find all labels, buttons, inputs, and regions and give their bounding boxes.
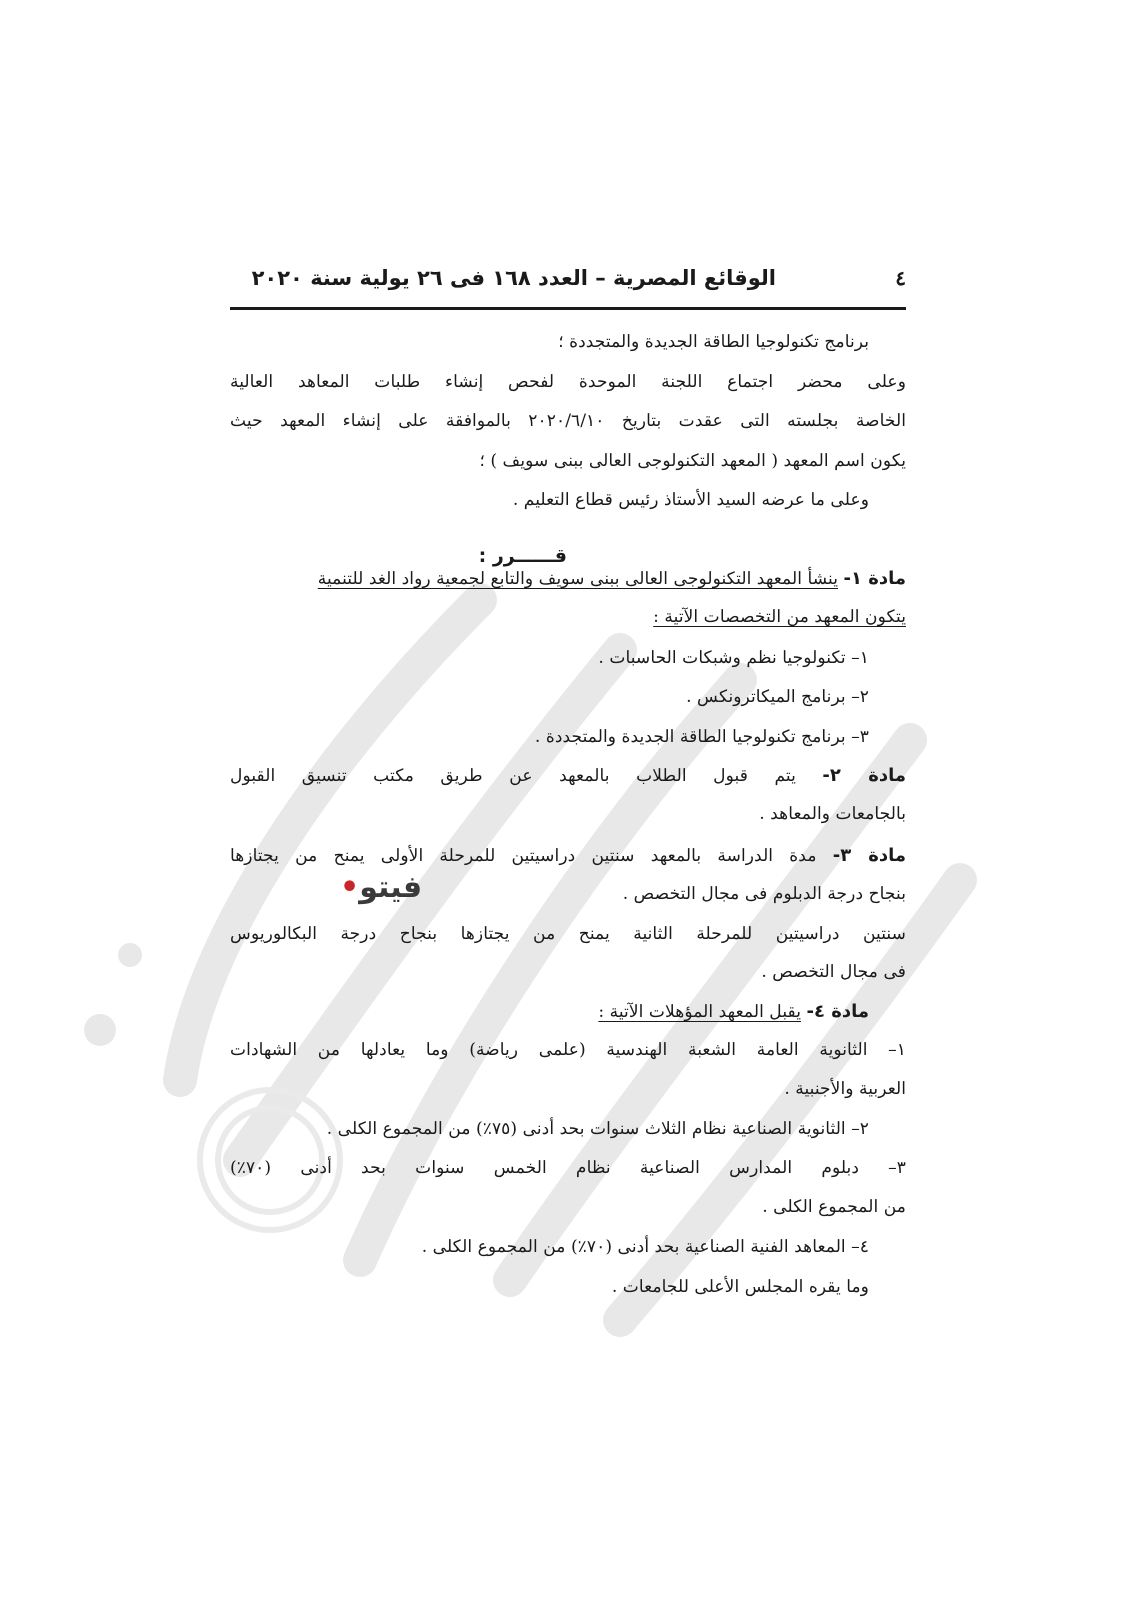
page-header: [230, 258, 906, 298]
article-text: مدة الدراسة بالمعهد سنتين دراسيتين للمرحلة الأولى يمنح من يجتازها: [230, 846, 817, 866]
text-line: برنامج تكنولوجيا الطاقة الجديدة والمتجددة ؛: [558, 332, 869, 352]
text-line: بنجاح درجة الدبلوم فى مجال التخصص .: [622, 884, 906, 904]
article-text: ينشأ المعهد التكنولوجى العالى ببنى سويف والتابع لجمعية رواد الغد للتنمية: [317, 569, 838, 589]
article-3: [230, 847, 906, 865]
list-item: ٤– المعاهد الفنية الصناعية بحد أدنى (٧٠٪) من المجموع الكلى .: [421, 1237, 869, 1257]
text-line: بالجامعات والمعاهد .: [759, 804, 906, 824]
header-rule: [230, 307, 906, 310]
article-label: مادة ٤-: [806, 1001, 869, 1022]
text-line: العربية والأجنبية .: [784, 1079, 906, 1099]
text-line: الخاصة بجلسته التى عقدت بتاريخ ٢٠٢٠/٦/١٠ بالموافقة على إنشاء المعهد حيث: [230, 411, 906, 431]
article-4: [598, 1003, 869, 1021]
text-line: وعلى ما عرضه السيد الأستاذ رئيس قطاع التعليم .: [512, 490, 869, 510]
article-2: [230, 767, 906, 785]
article-label: مادة ٢-: [822, 765, 906, 786]
article-label: مادة ٣-: [832, 845, 906, 866]
text-line: يتكون المعهد من التخصصات الآتية :: [653, 607, 906, 627]
gazette-title: الوقائع المصرية – العدد ١٦٨ فى ٢٦ يولية سنة ٢٠٢٠: [251, 266, 776, 290]
site-logo: فيتو•: [340, 870, 423, 905]
text-line: وما يقره المجلس الأعلى للجامعات .: [611, 1277, 869, 1297]
text-line: يكون اسم المعهد ( المعهد التكنولوجى العالى ببنى سويف ) ؛: [479, 451, 906, 471]
text-line: فى مجال التخصص .: [761, 962, 906, 982]
text-line: سنتين دراسيتين للمرحلة الثانية يمنح من يجتازها بنجاح درجة البكالوريوس: [230, 924, 906, 944]
list-item: ١– الثانوية العامة الشعبة الهندسية (علمى رياضة) وما يعادلها من الشهادات: [230, 1040, 906, 1060]
list-item: ٢– برنامج الميكاترونكس .: [686, 687, 869, 707]
list-item: ٣– دبلوم المدارس الصناعية نظام الخمس سنوات بحد أدنى (٧٠٪): [230, 1158, 906, 1178]
article-text: يتم قبول الطلاب بالمعهد عن طريق مكتب تنسيق القبول: [230, 766, 796, 786]
list-item: ٣– برنامج تكنولوجيا الطاقة الجديدة والمتجددة .: [534, 727, 869, 747]
text-line: وعلى محضر اجتماع اللجنة الموحدة لفحص إنشاء طلبات المعاهد العالية: [230, 372, 906, 392]
article-text: يقبل المعهد المؤهلات الآتية :: [598, 1002, 801, 1022]
article-1: [318, 570, 906, 588]
text-line: من المجموع الكلى .: [762, 1197, 906, 1217]
list-item: ٢– الثانوية الصناعية نظام الثلاث سنوات بحد أدنى (٧٥٪) من المجموع الكلى .: [326, 1119, 869, 1139]
decision-heading: قــــــرر :: [478, 545, 567, 567]
list-item: ١– تكنولوجيا نظم وشبكات الحاسبات .: [598, 648, 869, 668]
page-number: ٤: [895, 266, 906, 290]
watermark-emblem: [60, 560, 1020, 1340]
article-label: مادة ١-: [843, 568, 906, 589]
